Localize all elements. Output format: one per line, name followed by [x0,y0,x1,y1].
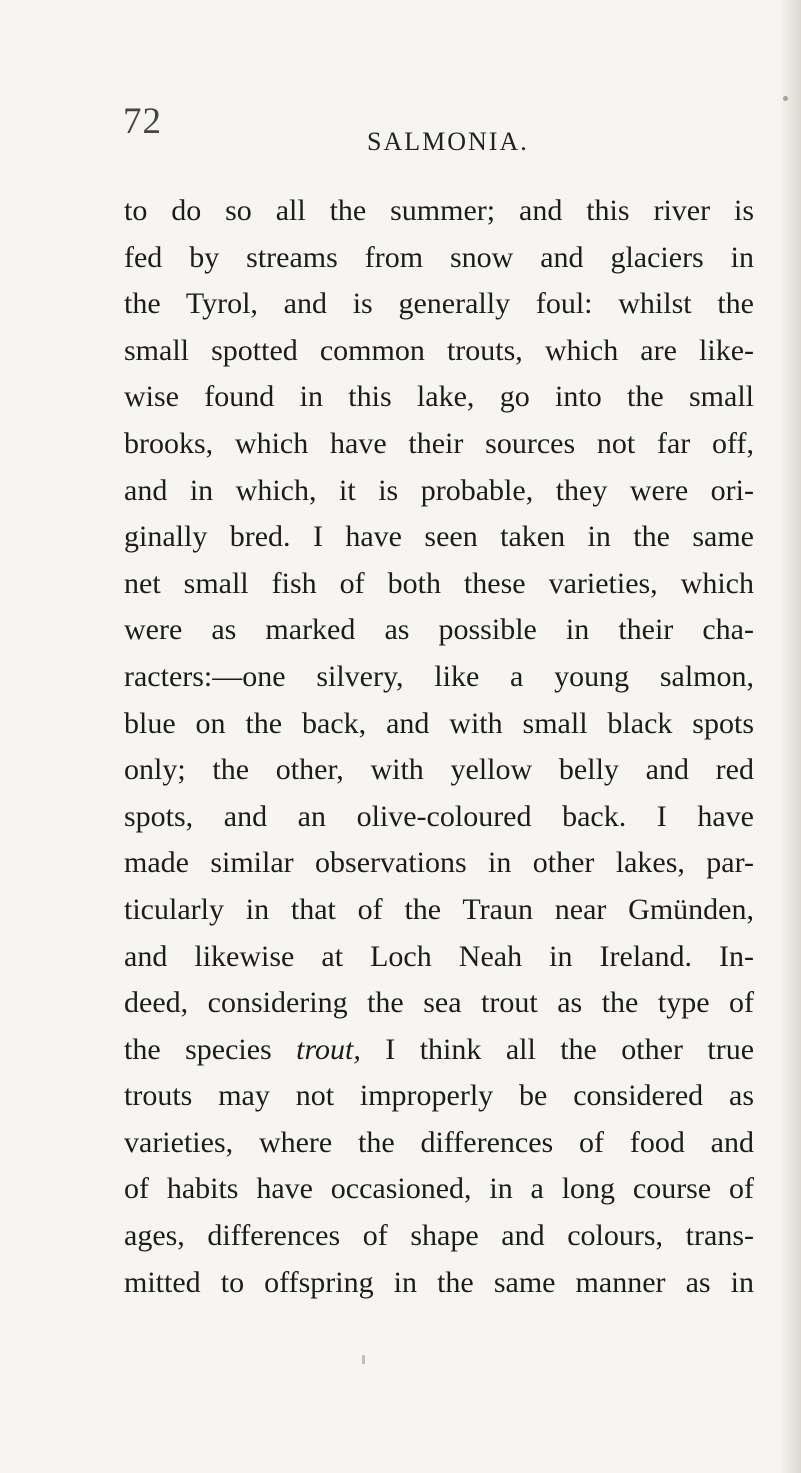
text-line: trouts may not improperly be considered as [124,1079,754,1113]
running-head: SALMONIA. [367,127,529,156]
text-line: the Tyrol, and is generally foul: whilst the [124,287,754,321]
text-line: ticularly in that of the Traun near Gmünden, [124,892,754,926]
text-line: and in which, it is probable, they were ori- [124,473,754,507]
text-line: were as marked as possible in their cha- [124,613,754,647]
text-line: mitted to offspring in the same manner as in [124,1265,754,1299]
text-line-with-italic [124,1027,754,1074]
text-line: only; the other, with yellow belly and red [124,753,754,787]
paper-mark [362,1355,365,1364]
page-edge-shadow [779,0,801,1473]
paper-speck [783,96,788,101]
text-line: net small fish of both these varieties, which [124,566,754,600]
text-line: spots, and an olive-coloured back. I have [124,799,754,833]
text-line: ages, differences of shape and colours, trans- [124,1219,754,1253]
text-line: and likewise at Loch Neah in Ireland. In- [124,939,754,973]
text-line: racters:—one silvery, like a young salmon, [124,659,754,693]
page-number: 72 [123,101,162,142]
text-line: to do so all the summer; and this river is [124,194,754,227]
text-line: fed by streams from snow and glaciers in [124,240,754,274]
text-line: ginally bred. I have seen taken in the same [124,520,754,554]
text-line: of habits have occasioned, in a long course of [124,1172,754,1206]
text-line: small spotted common trouts, which are like- [124,333,754,367]
text-line: blue on the back, and with small black spots [124,706,754,740]
text-line: wise found in this lake, go into the small [124,380,754,414]
text-line: brooks, which have their sources not far off, [124,426,754,460]
text-line: varieties, where the differences of food and [124,1125,754,1159]
italic-word: trout, [296,1032,361,1066]
text-segment: I think all the other true [360,1032,755,1066]
text-line: made similar observations in other lakes, par- [124,846,754,880]
text-segment: the species [124,1032,297,1066]
body-text [124,188,754,1306]
text-line: deed, considering the sea trout as the type of [124,986,754,1020]
